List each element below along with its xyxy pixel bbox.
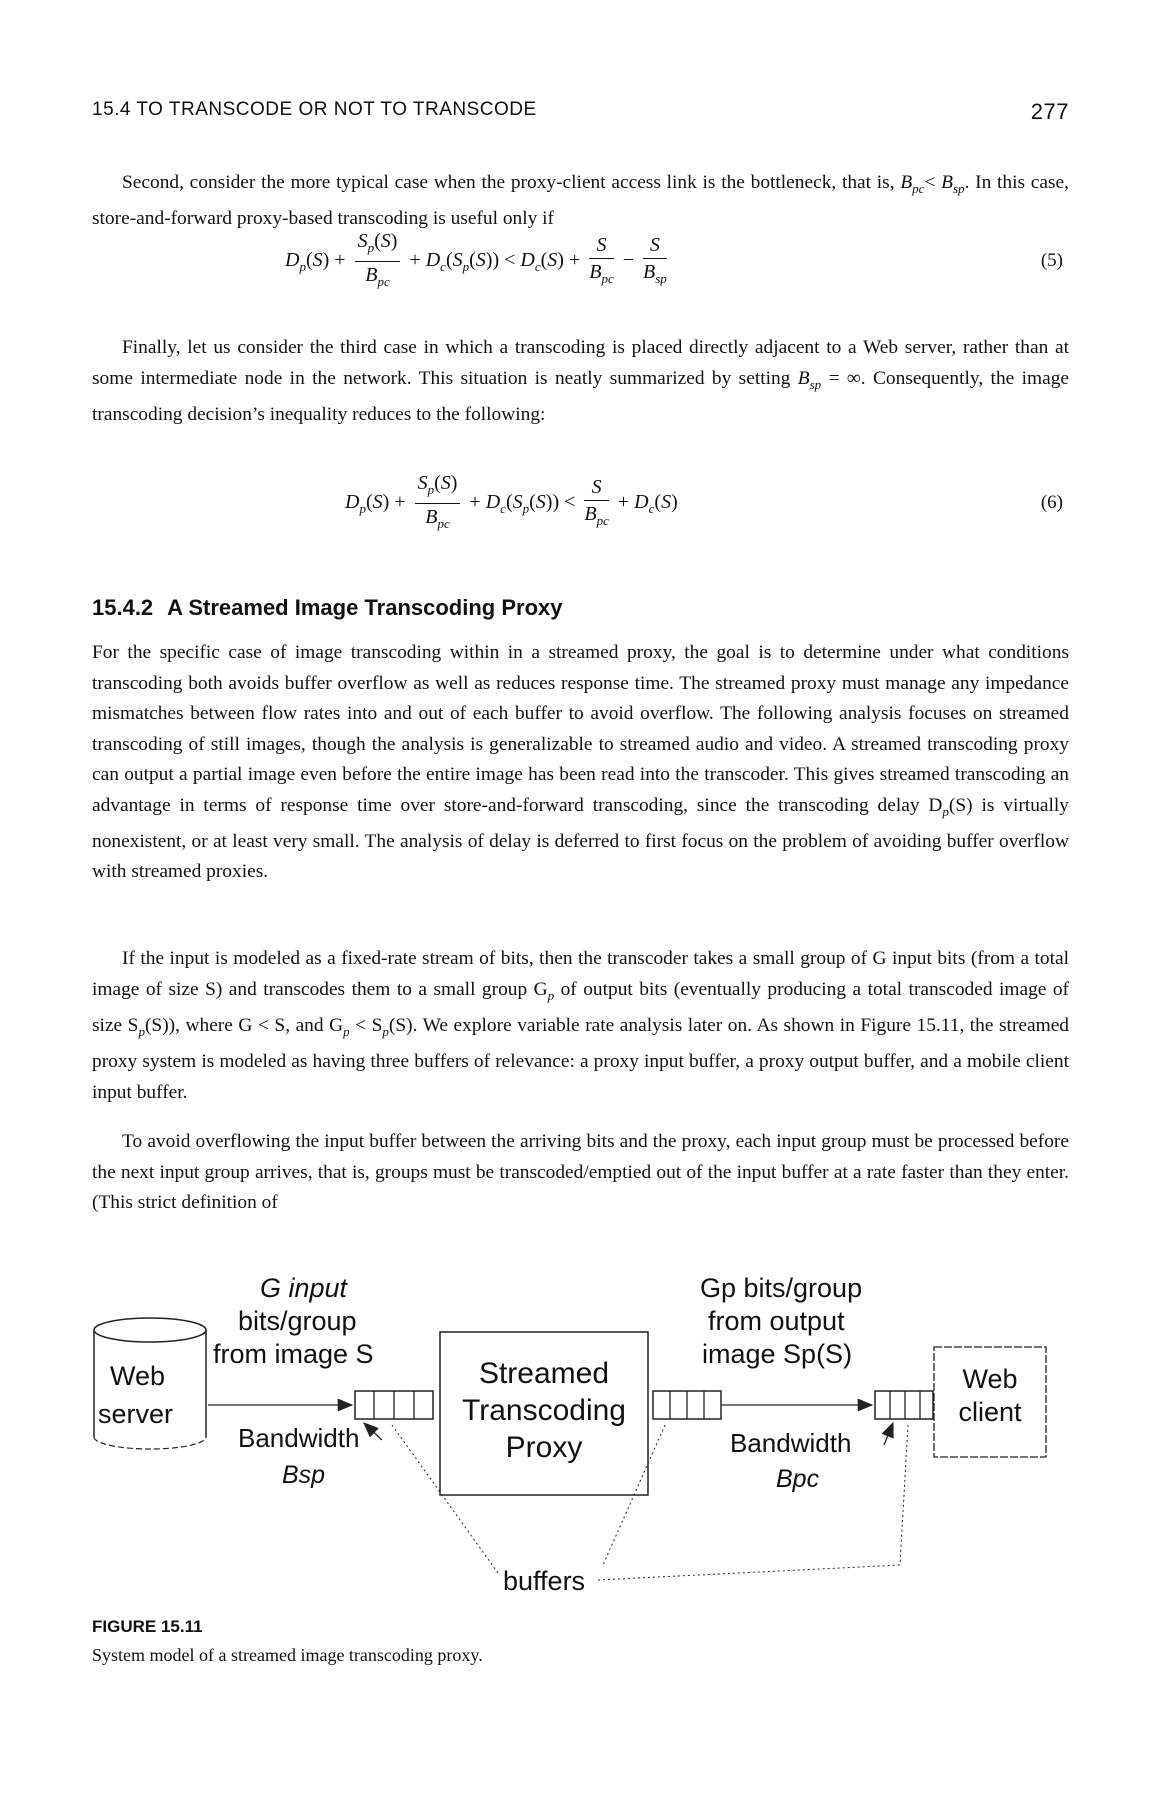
proxy-input-buffer [355,1391,433,1419]
bandwidth-right-label: Bandwidth [730,1428,852,1458]
running-header [92,99,1069,129]
arrow-bandwidth-right [884,1423,893,1445]
streamed-transcoding-proxy [440,1332,648,1495]
proxy-label-3: Proxy [505,1431,583,1464]
web-server-label-1: Web [110,1361,166,1391]
input-label-3: from image S [213,1339,374,1369]
page-number: 277 [1030,99,1069,124]
web-server-node [94,1318,206,1449]
arrow-bandwidth-left [364,1423,382,1440]
paragraph-bottleneck: Second, consider the more typical case when the proxy-client access link is the bottleneck, that is, $B_{pc}< B_{sp}$. In this case, store-and-forward proxy-based transcoding is useful only if [92,172,1070,230]
bandwidth-right-symbol: Bpc [776,1465,820,1493]
input-label-1: G input [260,1273,348,1303]
figure-caption: System model of a streamed image transcoding proxy. [92,1645,483,1665]
equation-5: $D_p(S)$ + $\frac{S_p(S)}{B_{pc}}$ + $D_c(S_p(S)) < D_c(S)$ + $\frac{S}{B_{pc}}$ − $\frac{S}{B_{sp}}$ (5) [285,230,1063,289]
figure-label: FIGURE 15.11 [92,1617,203,1636]
figure-diagram [0,1265,1154,1615]
bandwidth-left-symbol: Bsp [282,1461,326,1489]
paragraph-third-case: Finally, let us consider the third case in which a transcoding is placed directly adjacent to a Web server, rather than at some intermediate node in the network. This situation is neatly summarized by setting $B_{sp}$ = ∞. Consequently, the image transcoding decision’s inequality reduces to the following: [92,337,1070,425]
web-client-label-2: client [958,1397,1022,1427]
proxy-label-2: Transcoding [462,1394,626,1427]
input-label-2: bits/group [238,1306,357,1336]
equation-6: $D_p(S)$ + $\frac{S_p(S)}{B_{pc}}$ + $D_c(S_p(S))$ < $\frac{S}{B_{pc}}$ + $D_c(S)$ (6) [345,472,1063,531]
client-input-buffer [875,1391,933,1419]
equation-number-5: (5) [1040,250,1063,271]
bandwidth-left-label: Bandwidth [238,1423,360,1453]
running-header-section: 15.4 TO TRANSCODE OR NOT TO TRANSCODE [92,99,537,120]
proxy-output-buffer [653,1391,721,1419]
paragraph-fixed-rate: If the input is modeled as a fixed-rate stream of bits, then the transcoder takes a small group of G input bits (from a total image of size S) and transcodes them to a small group $G_p$ of output bits (eventually producing a total transcoded image of size $S_p(S)$), where G < S, and $G_p < S_p(S)$. We explore variable rate analysis later on. As shown in Figure 15.11, the streamed proxy system is modeled as having three buffers of relevance: a proxy input buffer, a proxy output buffer, and a mobile client input buffer. [92,948,1069,1103]
section-number: 15.4.2 [92,595,154,620]
section-heading [92,595,562,621]
section-title: A Streamed Image Transcoding Proxy [167,595,563,620]
output-label-2: from output [708,1306,845,1336]
output-label-1: Gp bits/group [700,1273,863,1303]
output-label-3: image Sp(S) [702,1339,853,1369]
web-client-node [934,1347,1046,1457]
equation-number-6: (6) [1040,492,1063,513]
paragraph-avoid-overflow: To avoid overflowing the input buffer between the arriving bits and the proxy, each input group must be processed before the next input group arrives, that is, groups must be transcoded/emptied out of the input buffer at a rate faster than they enter. (This strict definition of [92,1131,1069,1213]
buffers-label: buffers [503,1566,586,1596]
web-client-label-1: Web [962,1364,1018,1394]
paragraph-streamed-proxy: For the specific case of image transcoding within in a streamed proxy, the goal is to determine under what conditions transcoding both avoids buffer overflow as well as reduces response time. The streamed proxy must manage any impedance mismatches between flow rates into and out of each buffer to avoid overflow. The following analysis focuses on streamed transcoding of still images, though the analysis is generalizable to streamed audio and video. A streamed transcoding proxy can output a partial image even before the entire image has been read into the transcoder. This gives streamed transcoding an advantage in terms of response time over store-and-forward transcoding, since the transcoding delay $D_p(S)$ is virtually nonexistent, or at least very small. The analysis of delay is deferred to first focus on the problem of avoiding buffer overflow with streamed proxies. [92,642,1069,883]
web-server-label-2: server [98,1399,174,1429]
proxy-label-1: Streamed [478,1357,610,1390]
